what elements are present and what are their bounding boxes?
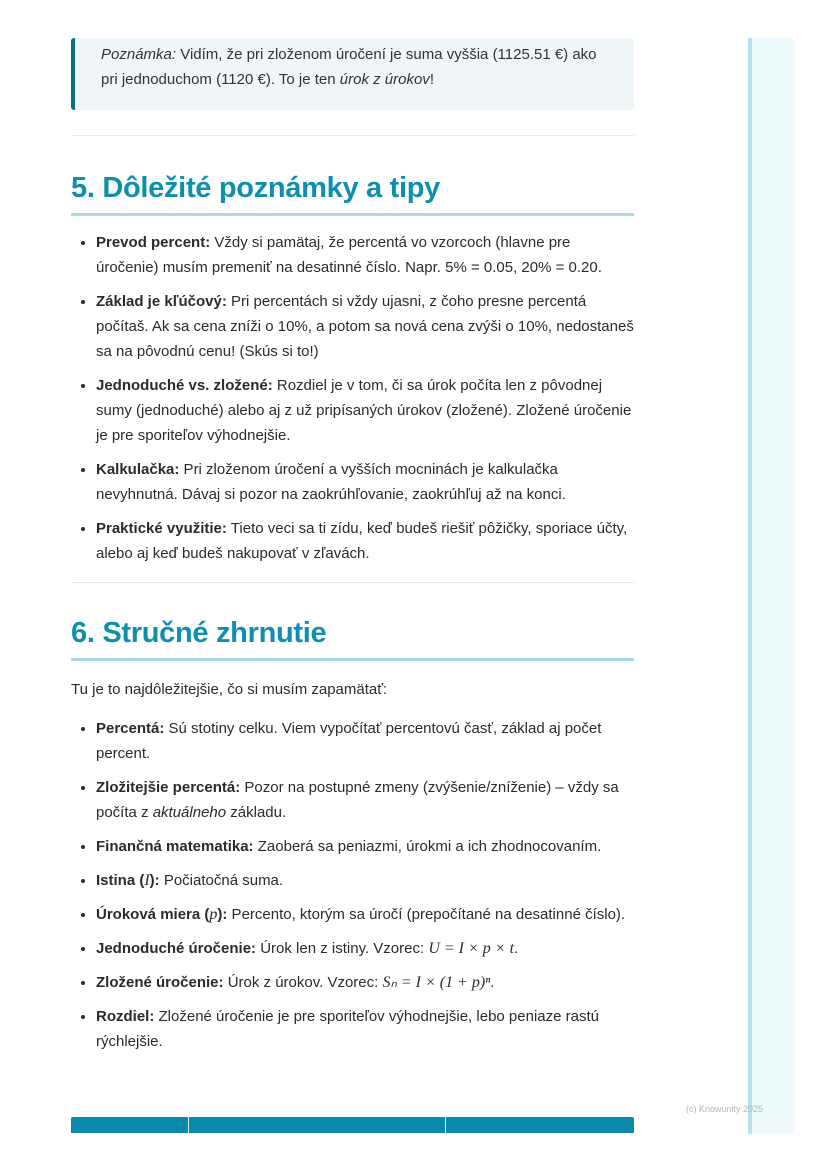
summary-list bbox=[71, 716, 634, 1054]
table-column-divider bbox=[445, 1117, 446, 1133]
item-text: Pri zloženom úročení a vyšších mocninách je kalkulačka nevyhnutná. Dávaj si pozor na zaokrúhľovanie, zaokrúhľuj až na konci. bbox=[96, 461, 566, 503]
list-item bbox=[96, 457, 634, 507]
table-header bbox=[71, 1117, 634, 1133]
item-text: Sú stotiny celku. Viem vypočítať percentovú časť, základ aj počet percent. bbox=[96, 720, 602, 762]
item-text: Úrok z úrokov. Vzorec: bbox=[223, 974, 383, 991]
item-label: Kalkulačka: bbox=[96, 461, 180, 478]
item-text: Poznámka: bbox=[101, 46, 177, 63]
list-item bbox=[96, 902, 634, 927]
math-expression: U = I × p × t bbox=[428, 940, 515, 957]
item-text: . bbox=[490, 974, 495, 991]
item-label: Istina ( bbox=[96, 872, 145, 889]
list-item bbox=[96, 230, 634, 280]
item-label: Zložitejšie percentá: bbox=[96, 779, 241, 796]
item-label: Finančná matematika: bbox=[96, 838, 254, 855]
list-item bbox=[96, 970, 634, 995]
item-label: ): bbox=[217, 906, 228, 923]
divider bbox=[71, 135, 634, 136]
list-item bbox=[96, 1004, 634, 1054]
item-label: Zložené úročenie: bbox=[96, 974, 224, 991]
document-content bbox=[71, 38, 634, 1063]
item-text: Percento, ktorým sa úročí (prepočítané na desatinné číslo). bbox=[227, 906, 626, 923]
math-expression: Sₙ = I × (1 + p)ⁿ bbox=[382, 974, 491, 991]
item-text: aktuálneho bbox=[152, 804, 227, 821]
divider bbox=[71, 582, 634, 583]
summary-intro: Tu je to najdôležitejšie, čo si musím zapamätať: bbox=[71, 681, 388, 698]
math-expression: p bbox=[209, 906, 218, 923]
item-label: Jednoduché úročenie: bbox=[96, 940, 257, 957]
list-item bbox=[96, 716, 634, 766]
item-text: . bbox=[514, 940, 519, 957]
item-label: Úroková miera ( bbox=[96, 906, 210, 923]
copyright: (c) Knowunity 2025 bbox=[686, 1104, 764, 1114]
item-label: Rozdiel: bbox=[96, 1008, 155, 1025]
item-text: úrok z úrokov bbox=[339, 71, 430, 88]
list-item bbox=[96, 373, 634, 448]
list-item bbox=[96, 868, 634, 893]
tips-list bbox=[71, 230, 634, 566]
table-column-divider bbox=[188, 1117, 189, 1133]
list-item bbox=[96, 834, 634, 859]
item-text: Tieto veci sa ti zídu, keď budeš riešiť pôžičky, sporiace účty, alebo aj keď budeš nakupovať v zľavách. bbox=[96, 520, 628, 562]
item-label: Jednoduché vs. zložené: bbox=[96, 377, 273, 394]
item-label: Percentá: bbox=[96, 720, 165, 737]
item-text: Pri percentách si vždy ujasni, z čoho presne percentá počítaš. Ak sa cena zníži o 10%, a potom sa nová cena zvýši o 10%, nedostaneš sa na pôvodnú cenu! (Skús si to!) bbox=[96, 293, 634, 360]
item-label: Prevod percent: bbox=[96, 234, 211, 251]
item-text: ! bbox=[429, 71, 434, 88]
list-item bbox=[96, 289, 634, 364]
item-text: Počiatočná suma. bbox=[159, 872, 284, 889]
item-label: ): bbox=[149, 872, 160, 889]
math-expression: I bbox=[144, 872, 150, 889]
section-6-heading: 6. Stručné zhrnutie bbox=[71, 617, 634, 661]
list-item bbox=[96, 516, 634, 566]
item-text: Vidím, že pri zloženom úročení je suma vyššia (1125.51 €) ako pri jednoduchom (1120 €). To je ten bbox=[101, 46, 597, 88]
item-text: Pozor na postupné zmeny (zvýšenie/zníženie) – vždy sa počíta z bbox=[96, 779, 619, 821]
item-text: Zaoberá sa peniazmi, úrokmi a ich zhodnocovaním. bbox=[253, 838, 602, 855]
item-label: Praktické využitie: bbox=[96, 520, 227, 537]
list-item bbox=[96, 936, 634, 961]
side-panel bbox=[748, 38, 794, 1134]
item-text: Vždy si pamätaj, že percentá vo vzorcoch (hlavne pre úročenie) musím premeniť na desatinné číslo. Napr. 5% = 0.05, 20% = 0.20. bbox=[96, 234, 602, 276]
item-text: Zložené úročenie je pre sporiteľov výhodnejšie, lebo peniaze rastú rýchlejšie. bbox=[96, 1008, 599, 1050]
item-text: Rozdiel je v tom, či sa úrok počíta len z pôvodnej sumy (jednoduché) alebo aj z už pripísaných úrokov (zložené). Zložené úročenie je pre sporiteľov výhodnejšie. bbox=[96, 377, 632, 444]
item-label: Základ je kľúčový: bbox=[96, 293, 227, 310]
item-text: základu. bbox=[226, 804, 287, 821]
section-5-heading: 5. Dôležité poznámky a tipy bbox=[71, 172, 634, 216]
item-text: Úrok len z istiny. Vzorec: bbox=[256, 940, 429, 957]
note-callout bbox=[71, 38, 634, 110]
list-item bbox=[96, 775, 634, 825]
